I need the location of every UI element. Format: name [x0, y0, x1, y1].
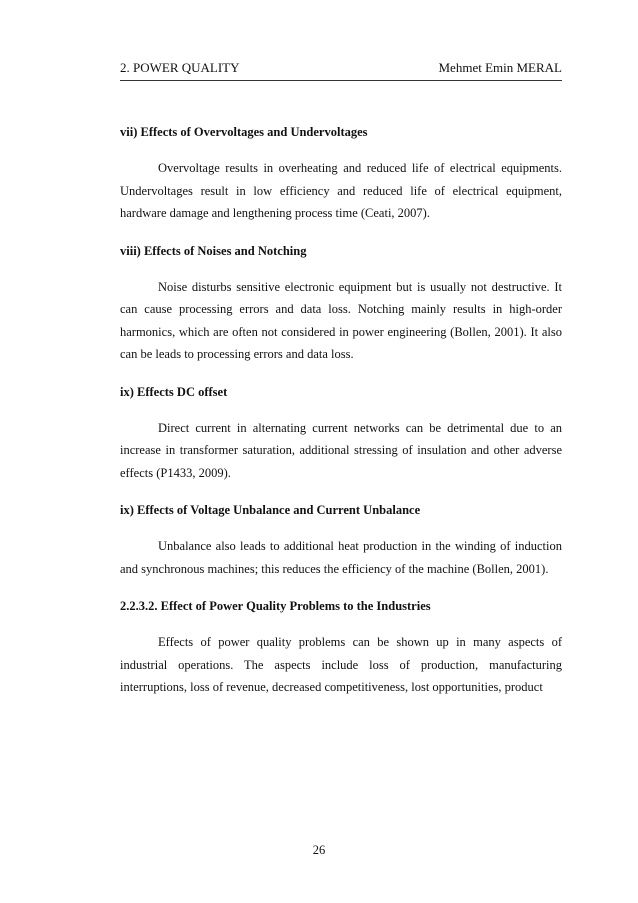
paragraph-dc-offset: Direct current in alternating current networks can be detrimental due to an increase in transformer saturation, additional stressing of insulation and other adverse effects (P1433, 2009). — [120, 420, 562, 480]
section-heading-industries: 2.2.3.2. Effect of Power Quality Problems to the Industries — [120, 599, 431, 613]
header-chapter-title: 2. POWER QUALITY — [120, 60, 240, 75]
section-heading-noises: viii) Effects of Noises and Notching — [120, 243, 307, 258]
body-content — [120, 112, 562, 699]
section-heading-dc-offset: ix) Effects DC offset — [120, 384, 228, 399]
paragraph-unbalance: Unbalance also leads to additional heat production in the winding of induction and synchronous machines; this reduces the efficiency of the machine (Bollen, 2001). — [120, 539, 562, 576]
paragraph-overvoltages: Overvoltage results in overheating and reduced life of electrical equipments. Undervoltages result in low efficiency and reduced life of electrical equipment, hardware damage and lengthening process time (Ceati, 2007). — [120, 161, 562, 220]
running-header — [120, 60, 562, 81]
section-heading-unbalance: ix) Effects of Voltage Unbalance and Current Unbalance — [120, 503, 421, 517]
section-heading-overvoltages: vii) Effects of Overvoltages and Undervoltages — [120, 125, 368, 139]
header-author-name: Mehmet Emin MERAL — [438, 60, 562, 75]
paragraph-industries: Effects of power quality problems can be shown up in many aspects of industrial operations. The aspects include loss of production, manufacturing interruptions, loss of revenue, decreased competitiveness, lost opportunities, product — [120, 635, 562, 694]
page-number: 26 — [312, 843, 326, 857]
paragraph-noises: Noise disturbs sensitive electronic equipment but is usually not destructive. It can cause processing errors and data loss. Notching mainly results in high-order harmonics, which are often not considered in power engineering (Bollen, 2001). It also can be leads to processing errors and data loss. — [120, 279, 562, 361]
